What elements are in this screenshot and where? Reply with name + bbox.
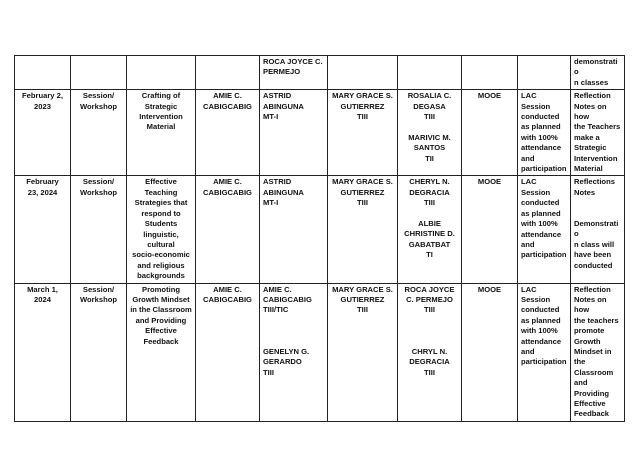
cell-line: with 100%: [521, 219, 558, 229]
cell-line: the teachers: [574, 315, 619, 325]
cell-line: Session/: [82, 177, 115, 187]
cell-line: MARY GRACE S.: [332, 91, 393, 101]
cell-line: CHRYL N.: [411, 346, 448, 356]
lead-cell: [196, 283, 260, 421]
cell-line: Session/: [82, 284, 115, 294]
cell-line: AMIE C.: [263, 284, 292, 294]
evidence-cell: [571, 283, 625, 421]
cell-line: MT-I: [263, 112, 279, 122]
cell-line: conducted: [574, 260, 613, 270]
cell-line: GABATBAT: [408, 239, 451, 249]
cell-line: Notes on how: [574, 101, 609, 122]
speaker-cell: [260, 90, 328, 176]
cell-line: TIII: [357, 112, 368, 122]
lead-cell: [196, 90, 260, 176]
cell-line: linguistic, cultural: [143, 229, 181, 249]
cell-line: Teaching: [144, 187, 178, 197]
cell-line: PERMEJO: [263, 67, 301, 77]
cell-line: Strategic: [574, 143, 607, 153]
fund-source-cell: [462, 283, 518, 421]
cell-line: CHRISTINE D.: [404, 229, 455, 239]
cell-line: attendance: [521, 143, 562, 153]
table-row: [15, 176, 625, 283]
cell-line: Effective: [574, 399, 606, 408]
cell-line: in the Classroom: [130, 305, 192, 315]
cell-line: MOOE: [477, 177, 502, 187]
cell-line: Classroom and: [574, 367, 616, 388]
cell-line: MOOE: [477, 91, 502, 101]
cell-line: Demonstratio: [574, 219, 619, 239]
outcome-cell: [518, 283, 571, 421]
cell-line: Effective: [145, 326, 177, 336]
date-cell: [15, 90, 71, 176]
cell-line: Mindset in the: [574, 346, 614, 367]
cell-line: Feedback: [143, 336, 179, 346]
facilitator-cell: [328, 56, 398, 90]
cell-line: 23, 2024: [27, 187, 58, 197]
cell-line: Providing: [574, 388, 610, 398]
cell-line: Notes: [574, 187, 596, 197]
cell-spacer: [401, 209, 458, 219]
cell-line: TIII: [357, 198, 368, 208]
cell-line: conducted: [521, 198, 560, 208]
cell-line: Session/: [82, 91, 115, 101]
cell-line: conducted: [521, 112, 560, 122]
evidence-cell: [571, 56, 625, 90]
facilitator-cell: [328, 176, 398, 283]
cell-line: ABINGUNA: [263, 101, 304, 111]
cell-spacer: [401, 316, 458, 347]
outcome-cell: [518, 90, 571, 176]
cell-line: and: [521, 153, 535, 163]
cell-line: promote: [574, 326, 605, 336]
cell-line: participation: [521, 357, 567, 367]
cell-line: GUTIERREZ: [340, 294, 385, 304]
cell-line: SANTOS: [413, 143, 446, 153]
cell-line: TIII: [424, 367, 435, 377]
cell-line: TIII: [263, 367, 274, 377]
cell-line: the Teachers: [574, 122, 621, 132]
table-row: [15, 283, 625, 421]
cell-line: ROSALIA C.: [407, 91, 452, 101]
cell-line: DEGASA: [413, 101, 446, 111]
evidence-cell: [571, 90, 625, 176]
cell-line: TIII: [424, 198, 435, 208]
cell-line: TIII: [424, 112, 435, 122]
cell-line: conducted: [521, 305, 560, 315]
fund-source-cell: [462, 56, 518, 90]
cell-line: n classes: [574, 77, 609, 87]
cell-line: Reflection: [574, 284, 611, 294]
cell-line: ASTRID: [263, 91, 292, 101]
fund-source-cell: [462, 90, 518, 176]
date-cell: [15, 176, 71, 283]
cell-line: February: [26, 177, 59, 187]
speaker-cell: [260, 283, 328, 421]
cell-line: GUTIERREZ: [340, 187, 385, 197]
cell-line: TI: [426, 250, 433, 260]
lac-schedule-table: [14, 55, 625, 422]
lead-cell: [196, 56, 260, 90]
table-row: [15, 90, 625, 176]
cell-line: MARIVIC M.: [408, 132, 451, 142]
cell-line: Strategic: [144, 101, 178, 111]
cell-line: TIII/TIC: [263, 305, 289, 315]
cell-line: GERARDO: [263, 357, 302, 367]
cell-line: have been: [574, 250, 612, 260]
cell-line: March 1,: [27, 284, 58, 294]
cell-line: TIII: [424, 305, 435, 315]
cell-line: LAC Session: [521, 91, 551, 111]
cell-line: Workshop: [80, 294, 117, 304]
cell-line: n class will: [574, 239, 615, 249]
cell-line: Material: [574, 164, 603, 174]
facilitator-cell: [328, 90, 398, 176]
cell-line: attendance: [521, 229, 562, 239]
cell-line: ASTRID: [263, 177, 292, 187]
cell-line: CHERYL N.: [409, 177, 450, 187]
cell-line: AMIE C.: [213, 91, 242, 101]
cell-line: ABINGUNA: [263, 187, 304, 197]
cell-line: Strategies that: [134, 198, 188, 208]
title-cell: [127, 176, 196, 283]
cell-line: ROCA JOYCE C.: [263, 57, 323, 66]
cell-line: Reflection: [574, 91, 611, 101]
cell-line: C. PERMEJO: [406, 294, 453, 304]
co-speaker-cell: [398, 283, 462, 421]
cell-line: TIII: [357, 305, 368, 315]
cell-line: AMIE C.: [213, 284, 242, 294]
cell-line: and: [521, 239, 535, 249]
co-speaker-cell: [398, 56, 462, 90]
cell-spacer: [401, 122, 458, 132]
co-speaker-cell: [398, 176, 462, 283]
cell-spacer: [574, 198, 621, 219]
cell-spacer: [263, 316, 324, 347]
cell-line: participation: [521, 250, 567, 260]
cell-line: Crafting of: [141, 91, 181, 101]
speaker-cell: [260, 56, 328, 90]
cell-line: with 100%: [521, 132, 558, 142]
date-cell: [15, 283, 71, 421]
fund-source-cell: [462, 176, 518, 283]
table-row: [15, 56, 625, 90]
cell-line: and religious: [137, 260, 185, 270]
cell-line: ROCA JOYCE: [404, 284, 455, 294]
cell-line: MARY GRACE S.: [332, 284, 393, 294]
speaker-cell: [260, 176, 328, 283]
cell-line: attendance: [521, 336, 562, 346]
title-cell: [127, 90, 196, 176]
cell-line: Students: [144, 219, 178, 229]
cell-line: Workshop: [80, 187, 117, 197]
title-cell: [127, 283, 196, 421]
cell-line: as planned: [521, 315, 561, 325]
cell-line: February 2,: [22, 91, 63, 101]
cell-line: Effective: [145, 177, 177, 187]
cell-line: Promoting: [142, 284, 180, 294]
cell-line: as planned: [521, 208, 561, 218]
cell-line: demonstratio: [574, 57, 618, 77]
cell-line: backgrounds: [137, 271, 185, 281]
cell-line: DEGRACIA: [409, 357, 450, 367]
cell-line: GUTIERREZ: [340, 101, 385, 111]
co-speaker-cell: [398, 90, 462, 176]
activity-type-cell: [71, 176, 127, 283]
cell-line: LAC Session: [521, 284, 551, 304]
cell-line: AMIE C.: [213, 177, 242, 187]
cell-line: participation: [521, 164, 567, 174]
cell-line: Intervention: [574, 153, 618, 163]
cell-line: and Providing: [135, 315, 187, 325]
cell-line: TII: [425, 153, 434, 163]
cell-line: CABIGCABIG: [203, 187, 252, 197]
lead-cell: [196, 176, 260, 283]
activity-type-cell: [71, 90, 127, 176]
cell-line: respond to: [141, 208, 181, 218]
cell-line: ALBIE: [418, 219, 441, 229]
title-cell: [127, 56, 196, 90]
outcome-cell: [518, 56, 571, 90]
cell-line: CABIGCABIG: [263, 294, 312, 304]
cell-line: CABIGCABIG: [203, 294, 252, 304]
cell-line: socio-economic: [132, 250, 190, 260]
cell-line: Growth: [574, 336, 601, 346]
cell-line: with 100%: [521, 326, 558, 336]
outcome-cell: [518, 176, 571, 283]
activity-type-cell: [71, 283, 127, 421]
cell-line: LAC Session: [521, 177, 551, 197]
date-cell: [15, 56, 71, 90]
evidence-cell: [571, 176, 625, 283]
cell-line: Growth Mindset: [132, 294, 190, 304]
cell-line: and: [521, 346, 535, 356]
cell-line: Feedback: [574, 409, 610, 419]
cell-line: 2024: [34, 294, 51, 304]
cell-line: Material: [146, 122, 176, 132]
cell-line: CABIGCABIG: [203, 101, 252, 111]
cell-line: MARY GRACE S.: [332, 177, 393, 187]
facilitator-cell: [328, 283, 398, 421]
cell-line: make a: [574, 132, 600, 142]
cell-line: 2023: [34, 101, 51, 111]
cell-line: DEGRACIA: [409, 187, 450, 197]
cell-line: Reflections: [574, 177, 615, 187]
cell-line: Intervention: [139, 112, 183, 122]
activity-type-cell: [71, 56, 127, 90]
cell-line: GENELYN G.: [263, 346, 310, 356]
cell-line: MT-I: [263, 198, 279, 208]
cell-line: MOOE: [477, 284, 502, 294]
cell-line: as planned: [521, 122, 561, 132]
cell-line: Workshop: [80, 101, 117, 111]
cell-line: Notes on how: [574, 294, 609, 315]
